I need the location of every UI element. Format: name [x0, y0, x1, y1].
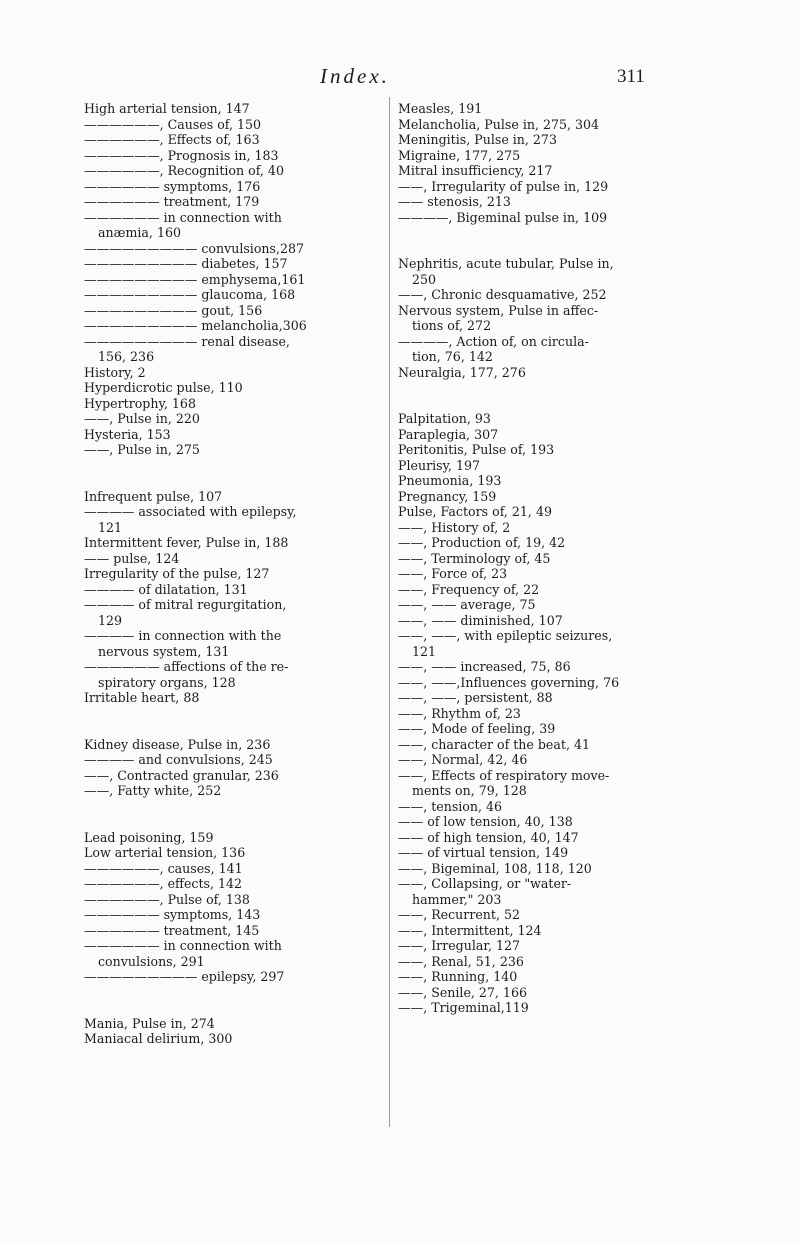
index-entry: tions of, 272: [412, 318, 492, 333]
index-entry: Kidney disease, Pulse in, 236: [84, 736, 271, 752]
index-entry: ——————, Recognition of, 40: [84, 163, 284, 178]
index-entry: ——, Bigeminal, 108, 118, 120: [398, 860, 592, 876]
index-column-right: [389, 97, 710, 1127]
index-entry: ——, Trigeminal,119: [398, 1000, 529, 1015]
index-entry: ——————, Pulse of, 138: [84, 891, 250, 907]
index-entry: Paraplegia, 307: [398, 426, 499, 442]
index-entry: ———— associated with epilepsy,: [84, 504, 297, 519]
index-entry: Irregularity of the pulse, 127: [84, 566, 270, 581]
index-entry: —— of virtual tension, 149: [398, 845, 569, 860]
index-entry: ——————, effects, 142: [84, 876, 243, 891]
index-entry: convulsions, 291: [98, 953, 205, 969]
index-entry: ——, ——,Influences governing, 76: [398, 674, 620, 690]
index-entry: ————————— epilepsy, 297: [84, 969, 285, 984]
index-entry: —— stenosis, 213: [398, 194, 511, 209]
index-entry: Hypertrophy, 168: [84, 395, 196, 411]
index-entry: ————————— convulsions,287: [84, 240, 305, 256]
index-entry: ——, tension, 46: [398, 798, 503, 814]
index-entry: anæmia, 160: [98, 225, 181, 240]
index-entry: —— of high tension, 40, 147: [398, 829, 579, 845]
index-entry: Meningitis, Pulse in, 273: [398, 132, 557, 147]
index-entry: ——————, causes, 141: [84, 860, 243, 876]
index-entry: 121: [412, 643, 437, 659]
index-entry: Maniacal delirium, 300: [84, 1031, 233, 1046]
page-header: [0, 64, 800, 94]
index-entry: Peritonitis, Pulse of, 193: [398, 442, 555, 457]
index-entry: ——, —— increased, 75, 86: [398, 659, 571, 674]
index-entry: Pulse, Factors of, 21, 49: [398, 504, 552, 519]
index-entry: ——, Chronic desquamative, 252: [398, 287, 607, 302]
index-entry: —————— in connection with: [84, 938, 282, 953]
index-entry: spiratory organs, 128: [98, 674, 236, 690]
index-entry: ——, ——, persistent, 88: [398, 690, 553, 705]
index-entry: Low arterial tension, 136: [84, 845, 246, 860]
index-entry: ———— of mitral regurgitation,: [84, 597, 287, 612]
index-entry: ———— and convulsions, 245: [84, 752, 273, 767]
index-entry: Neuralgia, 177, 276: [398, 364, 526, 380]
index-entry: —————— symptoms, 143: [84, 907, 261, 922]
index-entry: ————————— emphysema,161: [84, 271, 306, 287]
index-entry: ments on, 79, 128: [412, 783, 527, 798]
index-entry: Mitral insufficiency, 217: [398, 163, 553, 178]
index-entry: —————— affections of the re-: [84, 659, 289, 674]
index-entry: Irritable heart, 88: [84, 690, 200, 705]
index-entry: ——, Effects of respiratory move-: [398, 767, 610, 783]
index-entry: Nephritis, acute tubular, Pulse in,: [398, 256, 614, 271]
index-entry: ————————— renal disease,: [84, 333, 290, 349]
index-entry: Hyperdicrotic pulse, 110: [84, 380, 243, 395]
index-entry: ——, Recurrent, 52: [398, 907, 520, 922]
index-entry: —————— treatment, 145: [84, 922, 260, 938]
index-entry: 250: [412, 271, 437, 287]
index-entry: ——————, Causes of, 150: [84, 116, 262, 132]
index-entry: High arterial tension, 147: [84, 101, 250, 116]
index-entry: —— pulse, 124: [84, 550, 180, 566]
index-entry: ——, Contracted granular, 236: [84, 767, 279, 783]
index-entry: ——, Force of, 23: [398, 566, 508, 581]
index-entry: ——, —— average, 75: [398, 597, 536, 612]
index-entry: ——, Rhythm of, 23: [398, 705, 521, 721]
index-entry: Nervous system, Pulse in affec-: [398, 302, 599, 318]
index-entry: —— of low tension, 40, 138: [398, 814, 573, 829]
index-entry: ————————— gout, 156: [84, 302, 263, 318]
index-entry: ——————, Prognosis in, 183: [84, 147, 279, 163]
index-entry: ————————— melancholia,306: [84, 318, 307, 333]
index-entry: —————— symptoms, 176: [84, 178, 261, 194]
index-entry: ——, character of the beat, 41: [398, 736, 590, 752]
index-entry: Migraine, 177, 275: [398, 147, 521, 163]
index-entry: ————, Bigeminal pulse in, 109: [398, 209, 608, 225]
index-entry: Measles, 191: [398, 101, 483, 116]
running-head: Index.: [320, 64, 390, 88]
index-entry: 129: [98, 612, 123, 628]
index-entry: ——, Senile, 27, 166: [398, 984, 527, 1000]
index-entry: Mania, Pulse in, 274: [84, 1015, 215, 1031]
index-entry: Pneumonia, 193: [398, 473, 502, 488]
index-entry: Pregnancy, 159: [398, 488, 497, 504]
index-entry: ——, History of, 2: [398, 519, 511, 535]
index-entry: ——, Irregular, 127: [398, 938, 521, 953]
index-entry: Infrequent pulse, 107: [84, 488, 223, 504]
index-entry: ——, Collapsing, or "water-: [398, 876, 572, 891]
index-entry: 156, 236: [98, 349, 155, 364]
index-entry: ——, Frequency of, 22: [398, 581, 540, 597]
index-entry: ——, Running, 140: [398, 969, 518, 984]
index-column-left: [84, 101, 366, 1047]
index-entry: —————— treatment, 179: [84, 194, 260, 209]
index-entry: ——, Mode of feeling, 39: [398, 721, 556, 736]
index-entry: ——, Intermittent, 124: [398, 922, 542, 938]
index-entry: ———— in connection with the: [84, 628, 282, 643]
index-entry: ——, —— diminished, 107: [398, 612, 563, 628]
index-entry: —————— in connection with: [84, 209, 282, 225]
index-entry: ——, Terminology of, 45: [398, 550, 551, 566]
index-entry: ———— of dilatation, 131: [84, 581, 248, 597]
page-number: 311: [617, 66, 645, 87]
index-entry: ——, Production of, 19, 42: [398, 535, 566, 550]
index-entry: ——, Irregularity of pulse in, 129: [398, 178, 609, 194]
index-entry: ——, Fatty white, 252: [84, 783, 222, 798]
index-entry: ——, Renal, 51, 236: [398, 953, 524, 969]
index-entry: ——, ——, with epileptic seizures,: [398, 628, 613, 643]
index-entry: Palpitation, 93: [398, 411, 491, 426]
index-entry: History, 2: [84, 364, 146, 380]
index-entry: Melancholia, Pulse in, 275, 304: [398, 116, 600, 132]
index-entry: ——, Pulse in, 275: [84, 442, 200, 457]
index-entry: ————————— glaucoma, 168: [84, 287, 296, 302]
index-entry: ————, Action of, on circula-: [398, 333, 589, 349]
index-entry: ——, Normal, 42, 46: [398, 752, 528, 767]
index-entry: hammer," 203: [412, 891, 502, 907]
index-entry: ——————, Effects of, 163: [84, 132, 260, 147]
index-entry: ——, Pulse in, 220: [84, 411, 200, 426]
index-entry: ————————— diabetes, 157: [84, 256, 288, 271]
index-entry: Lead poisoning, 159: [84, 829, 214, 845]
index-entry: nervous system, 131: [98, 643, 230, 659]
index-entry: Hysteria, 153: [84, 426, 171, 442]
index-entry: Pleurisy, 197: [398, 457, 481, 473]
index-entry: Intermittent fever, Pulse in, 188: [84, 535, 289, 550]
index-entry: tion, 76, 142: [412, 349, 493, 364]
index-entry: 121: [98, 519, 123, 535]
